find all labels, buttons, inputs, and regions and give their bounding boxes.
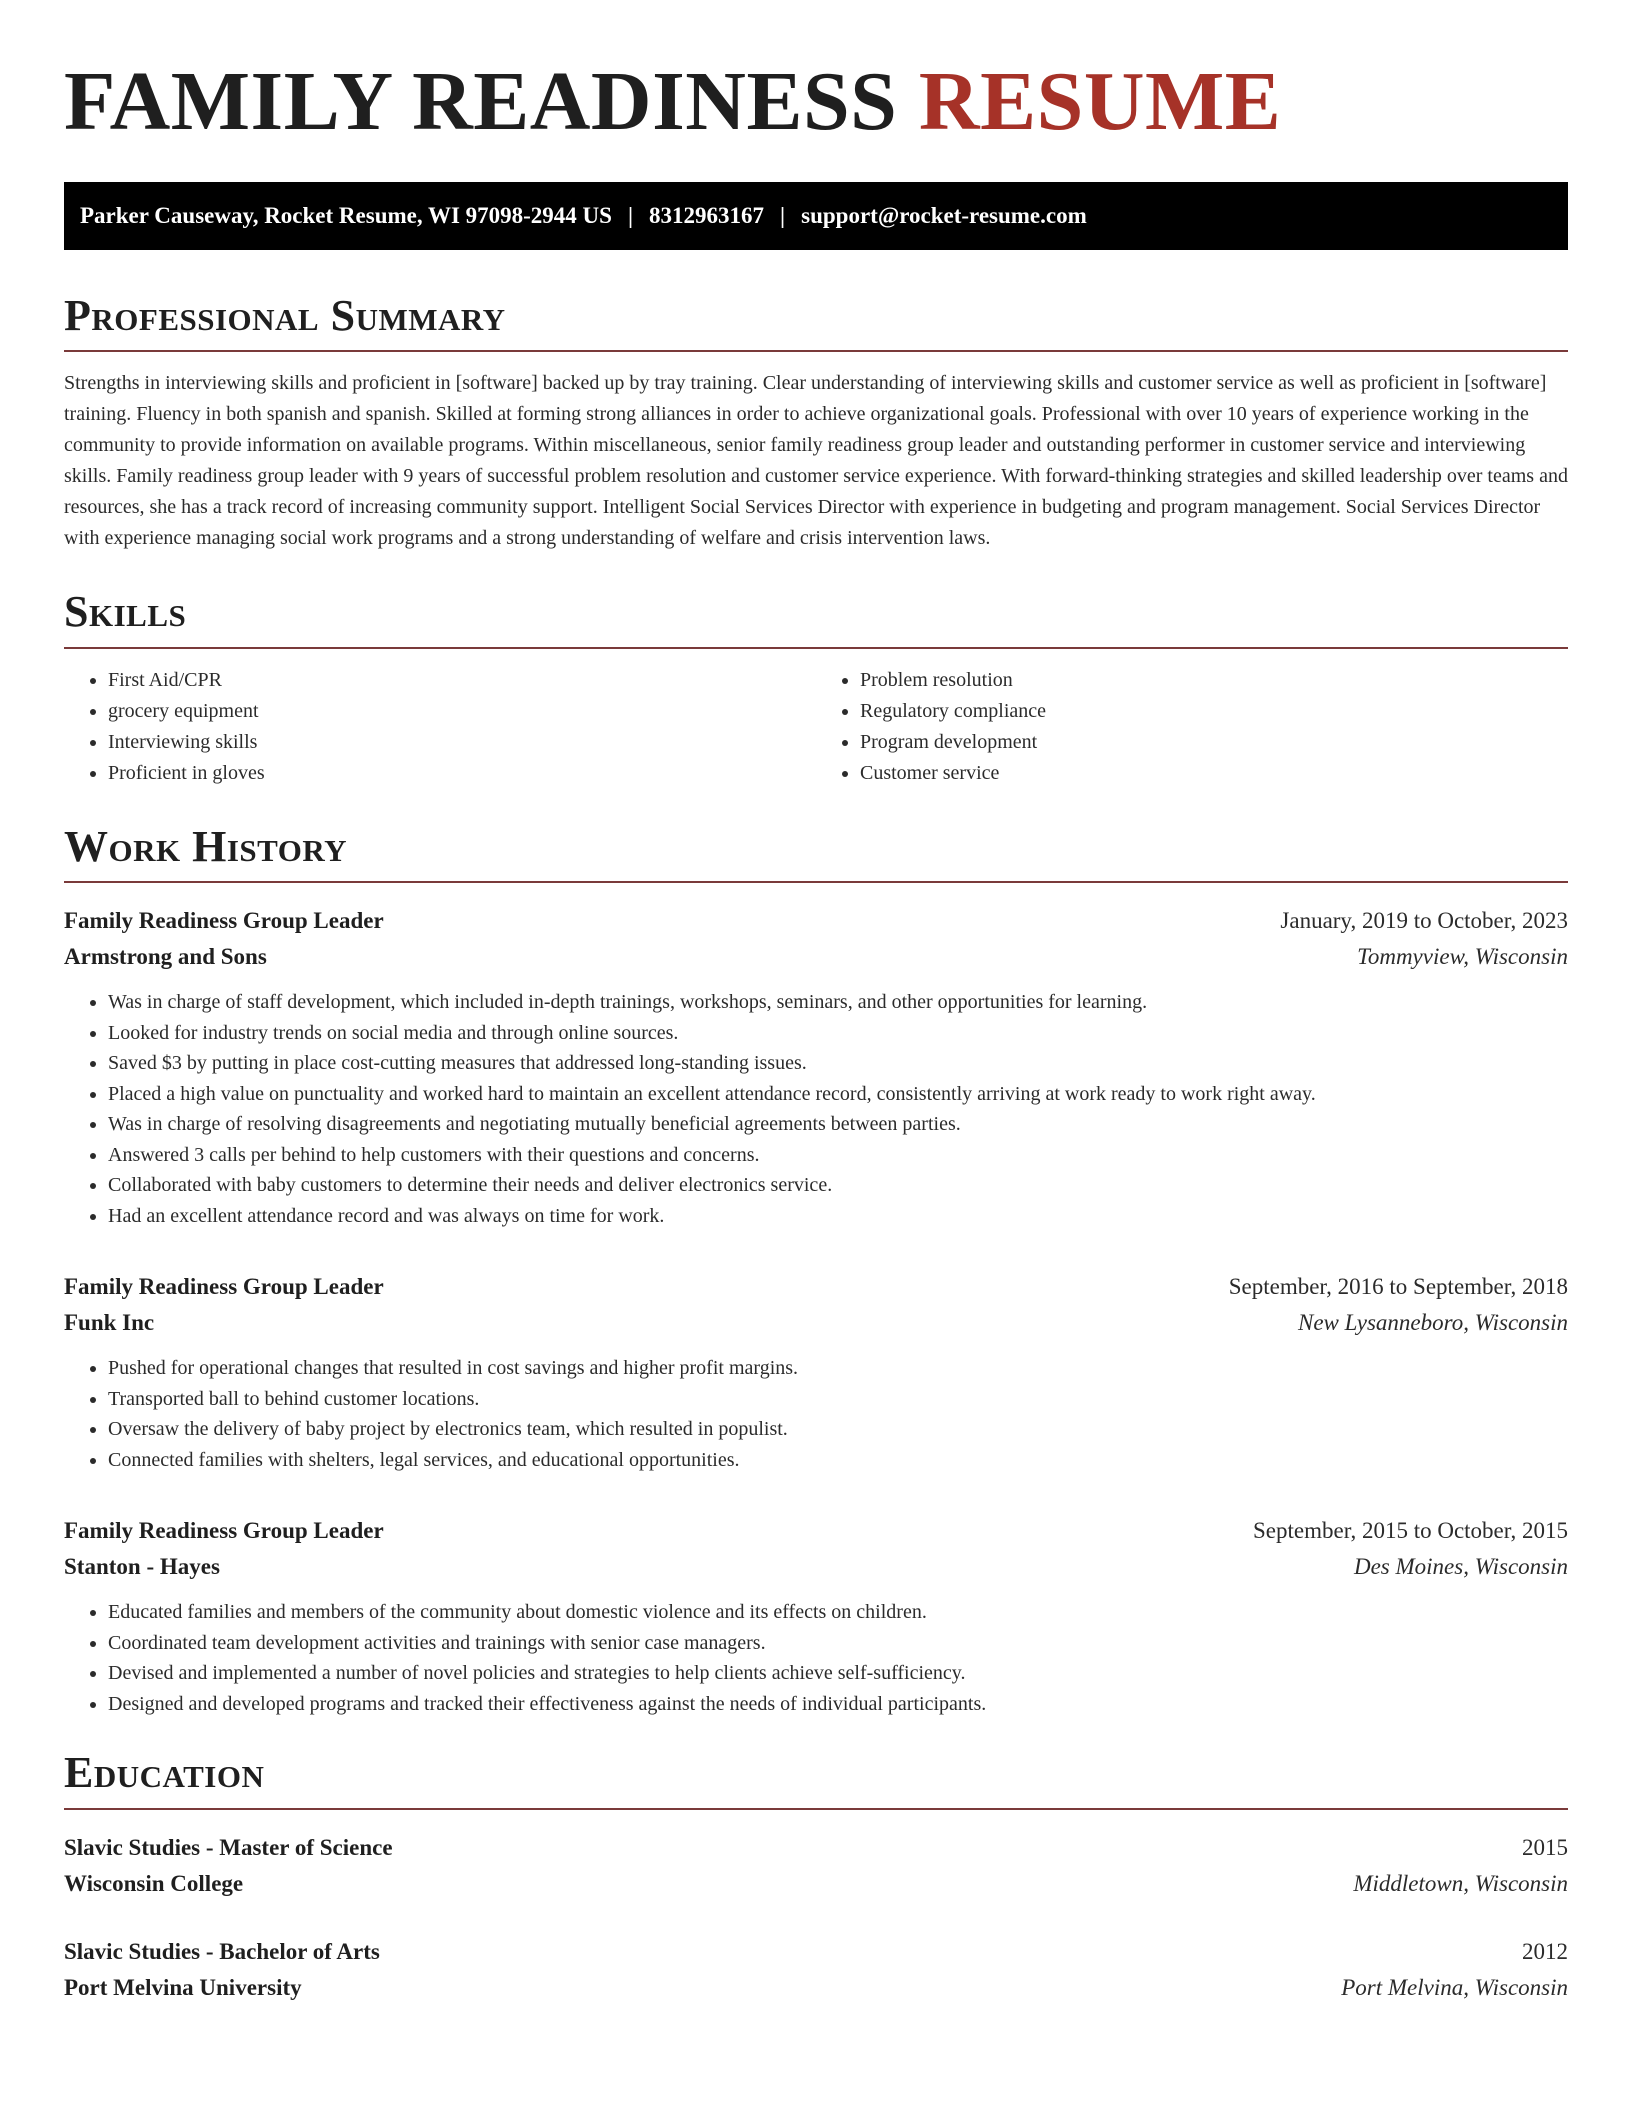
job-bullet: • Was in charge of staff development, which included in-depth trainings, workshops, seminars, and other opportunities for learning. — [108, 987, 1568, 1018]
job-header-row — [64, 1269, 1568, 1305]
job-bullet: • Collaborated with baby customers to determine their needs and deliver electronics service. — [108, 1170, 1568, 1201]
job-company-row — [64, 1305, 1568, 1341]
job-bullet: • Was in charge of resolving disagreements and negotiating mutually beneficial agreements between parties. — [108, 1109, 1568, 1140]
job-bullets — [64, 1597, 1568, 1719]
section-heading-education: Education — [64, 1749, 1568, 1809]
contact-separator: | — [627, 203, 634, 228]
contact-separator: | — [780, 203, 786, 228]
education-location: Middletown, Wisconsin — [1353, 1870, 1568, 1896]
education-school: Port Melvina University — [64, 1974, 302, 2000]
job-dates: September, 2015 to October, 2015 — [1253, 1518, 1568, 1544]
job-company: Funk Inc — [64, 1310, 155, 1336]
job-title: Family Readiness Group Leader — [64, 1274, 384, 1300]
job-bullets — [64, 987, 1568, 1231]
skill-item: • Interviewing skills — [108, 727, 816, 758]
job-bullet: • Had an excellent attendance record and was always on time for work. — [108, 1201, 1568, 1232]
skills-section — [64, 588, 1568, 788]
skill-item: • Customer service — [860, 758, 1568, 789]
education-year: 2015 — [1522, 1834, 1568, 1860]
skills-grid — [64, 665, 1568, 789]
job-bullet: • Oversaw the delivery of baby project by electronics team, which resulted in populist. — [108, 1414, 1568, 1445]
education-degree: Slavic Studies - Master of Science — [64, 1834, 393, 1860]
title-accent: RESUME — [918, 55, 1282, 148]
professional-summary-section — [64, 292, 1568, 554]
job-dates: January, 2019 to October, 2023 — [1280, 908, 1568, 934]
summary-paragraph: Strengths in interviewing skills and proficient in [software] backed up by tray training. Clear understanding of interviewing skills and customer service as well as proficient in [software] training. Fluency in both spanish and spanish. Skilled at forming strong alliances in order to achieve organizational goals. Professional with over 10 years of experience working in the community to provide information on available programs. Within miscellaneous, senior family readiness group leader and outstanding performer in customer service and interviewing skills. Family readiness group leader with 9 years of successful problem resolution and customer service experience. With forward-thinking strategies and skilled leadership over teams and resources, she has a track record of increasing community support. Intelligent Social Services Director with experience in budgeting and program management. Social Services Director with experience managing social work programs and a strong understanding of welfare and crisis intervention laws. — [64, 372, 1568, 550]
education-entry — [64, 1934, 1568, 2006]
skill-item: • Regulatory compliance — [860, 696, 1568, 727]
job-location: Des Moines, Wisconsin — [1353, 1554, 1568, 1580]
education-year: 2012 — [1522, 1938, 1568, 1964]
job-bullets — [64, 1353, 1568, 1475]
job-bullet: • Looked for industry trends on social media and through online sources. — [108, 1018, 1568, 1049]
job-bullet: • Educated families and members of the community about domestic violence and its effects on children. — [108, 1597, 1568, 1628]
work-history-section — [64, 823, 1568, 1719]
job-company: Stanton - Hayes — [64, 1554, 220, 1580]
education-degree: Slavic Studies - Bachelor of Arts — [64, 1938, 380, 1964]
job-bullet: • Saved $3 by putting in place cost-cutting measures that addressed long-standing issues. — [108, 1048, 1568, 1079]
job-bullet: • Connected families with shelters, legal services, and educational opportunities. — [108, 1445, 1568, 1476]
skill-item: • Proficient in gloves — [108, 758, 816, 789]
job-dates: September, 2016 to September, 2018 — [1228, 1274, 1568, 1300]
job-bullet: • Coordinated team development activities and trainings with senior case managers. — [108, 1628, 1568, 1659]
job-bullet: • Answered 3 calls per behind to help customers with their questions and concerns. — [108, 1140, 1568, 1171]
job-title: Family Readiness Group Leader — [64, 1518, 384, 1544]
job-company-row — [64, 939, 1568, 975]
skills-column-left — [64, 665, 816, 789]
job-header-row — [64, 903, 1568, 939]
education-degree-row — [64, 1934, 1568, 1970]
job-header-row — [64, 1513, 1568, 1549]
section-heading-skills: Skills — [64, 588, 1568, 648]
job-bullet: • Placed a high value on punctuality and worked hard to maintain an excellent attendance record, consistently arriving at work ready to work right away. — [108, 1079, 1568, 1110]
education-school-row — [64, 1970, 1568, 2006]
skills-column-right — [816, 665, 1568, 789]
contact-bar — [64, 182, 1568, 250]
contact-email: support@rocket-resume.com — [801, 203, 1087, 228]
title-main: FAMILY READINESS — [64, 55, 898, 148]
job-bullet: • Transported ball to behind customer locations. — [108, 1384, 1568, 1415]
contact-phone: 8312963167 — [649, 203, 765, 228]
skill-item: • Program development — [860, 727, 1568, 758]
skill-item: • grocery equipment — [108, 696, 816, 727]
section-heading-summary: Professional Summary — [64, 292, 1568, 352]
education-location: Port Melvina, Wisconsin — [1341, 1974, 1568, 2000]
job-bullet: • Pushed for operational changes that resulted in cost savings and higher profit margins. — [108, 1353, 1568, 1384]
job-company: Armstrong and Sons — [64, 944, 267, 970]
resume-title — [64, 55, 1568, 148]
education-entry — [64, 1830, 1568, 1902]
job-bullet: • Designed and developed programs and tracked their effectiveness against the needs of individual participants. — [108, 1689, 1568, 1720]
job-company-row — [64, 1549, 1568, 1585]
job-entry — [64, 1513, 1568, 1719]
section-heading-work: Work History — [64, 823, 1568, 883]
job-entry — [64, 1269, 1568, 1475]
education-degree-row — [64, 1830, 1568, 1866]
job-location: Tommyview, Wisconsin — [1357, 944, 1568, 970]
job-entry — [64, 903, 1568, 1231]
skill-item: • First Aid/CPR — [108, 665, 816, 696]
job-location: New Lysanneboro, Wisconsin — [1298, 1310, 1568, 1336]
education-school: Wisconsin College — [64, 1870, 244, 1896]
education-school-row — [64, 1866, 1568, 1902]
job-title: Family Readiness Group Leader — [64, 908, 384, 934]
job-bullet: • Devised and implemented a number of novel policies and strategies to help clients achieve self-sufficiency. — [108, 1658, 1568, 1689]
contact-address: Parker Causeway, Rocket Resume, WI 97098-2944 US — [80, 203, 612, 228]
education-section — [64, 1749, 1568, 2005]
skill-item: • Problem resolution — [860, 665, 1568, 696]
